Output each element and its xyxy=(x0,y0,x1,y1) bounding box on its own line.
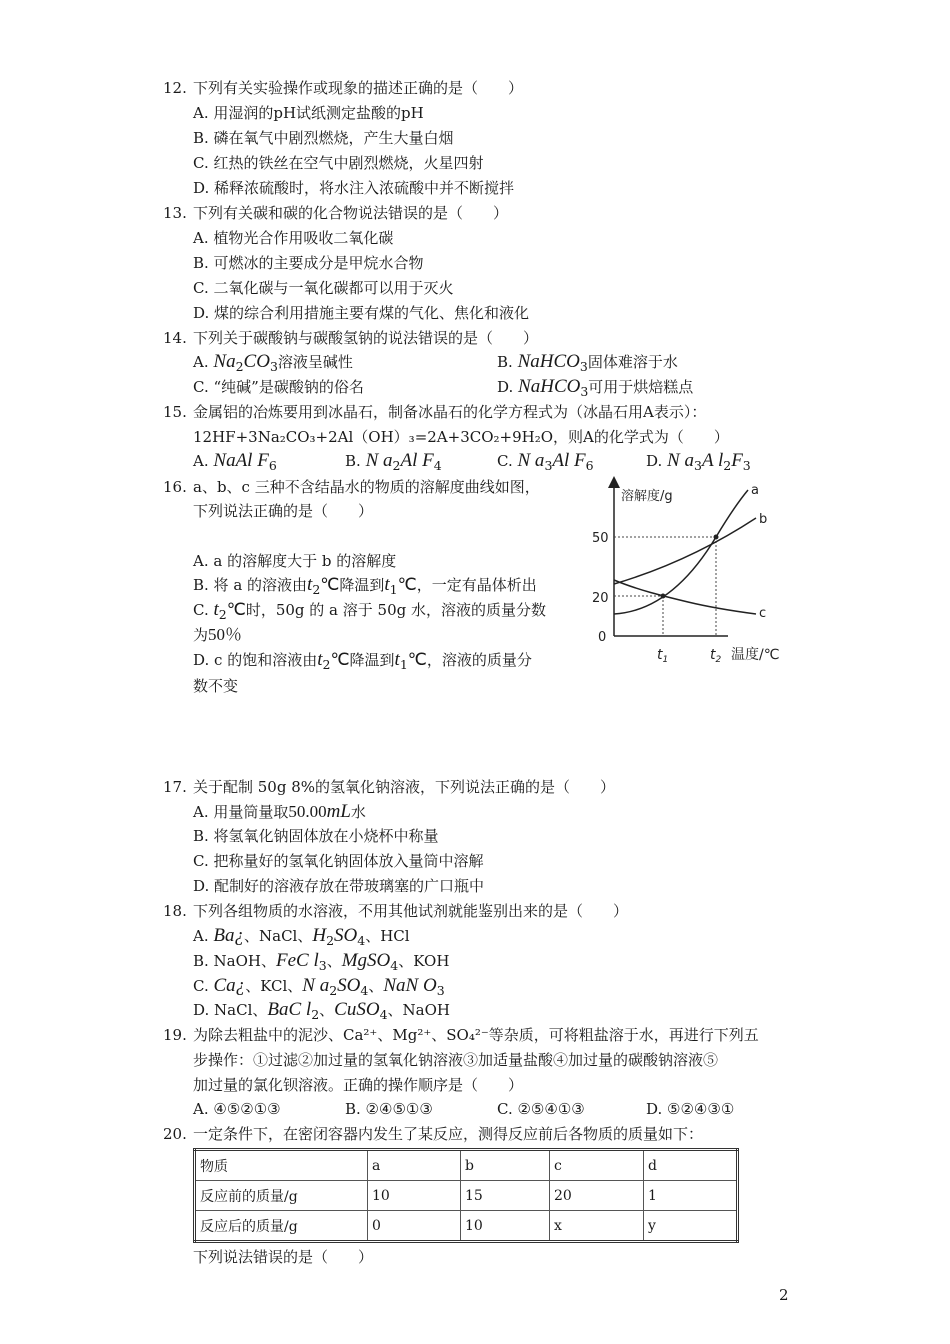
q14-option-c: C. “纯碱”是碳酸钠的俗名 xyxy=(193,378,364,396)
q14-stem: 下列关于碳酸钠与碳酸氢钠的说法错误的是（ ） xyxy=(193,329,539,347)
intersection-point-t2 xyxy=(714,535,719,540)
q15-option-c: C. N $a_3Al$ $F_6$ xyxy=(497,450,594,473)
table-cell: d xyxy=(644,1150,738,1181)
table-cell: 1 xyxy=(644,1181,738,1211)
mass-table xyxy=(193,1148,739,1243)
q13-option-a: A. 植物光合作用吸收二氧化碳 xyxy=(193,229,394,247)
q15-option-d: D. N $a_3A$ $l_2F_3$ xyxy=(646,450,751,473)
q18-option-c: C. Ca¿、KCl、N $a_2SO_4$、NaN $O_3$ xyxy=(193,975,445,998)
q16-option-b: B. 将 a 的溶液由$t_2℃$降温到$t_1℃$，一定有晶体析出 xyxy=(193,574,537,597)
curve-a-label: a xyxy=(751,483,759,498)
q18-option-d: D. NaCl、BaC $l_2$、CuSO$_4$、NaOH xyxy=(193,999,450,1022)
q19-option-d: D. ⑤②④③① xyxy=(646,1100,735,1118)
q12-stem: 下列有关实验操作或现象的描述正确的是（ ） xyxy=(193,79,524,97)
q13-number: 13. xyxy=(163,204,187,222)
q12-number: 12. xyxy=(163,79,187,97)
q15-number: 15. xyxy=(163,403,187,421)
q15-stem: 金属铝的冶炼要用到冰晶石，制备冰晶石的化学方程式为（冰晶石用A表示）： xyxy=(193,403,707,421)
q17-number: 17. xyxy=(163,778,187,796)
q14-option-a: A. $Na_2CO_3$溶液呈碱性 xyxy=(193,351,353,374)
table-cell: 反应前的质量/g xyxy=(195,1181,368,1211)
x-tick-t2: $t_2$ xyxy=(710,647,722,665)
q19-option-c: C. ②⑤④①③ xyxy=(497,1100,585,1118)
q12-option-c: C. 红热的铁丝在空气中剧烈燃烧，火星四射 xyxy=(193,154,484,172)
q16-option-c: C. $t_2℃$时，50g 的 a 溶于 50g 水，溶液的质量分数 xyxy=(193,599,546,622)
q16-number: 16. xyxy=(163,478,187,496)
solubility-curve-graph xyxy=(588,474,798,674)
q17-option-c: C. 把称量好的氢氧化钠固体放入量筒中溶解 xyxy=(193,852,484,870)
q16-option-d-line2: 数不变 xyxy=(193,677,239,695)
q12-option-b: B. 磷在氧气中剧烈燃烧，产生大量白烟 xyxy=(193,129,454,147)
x-tick-t1: $t_1$ xyxy=(657,647,669,665)
table-cell: 10 xyxy=(461,1211,550,1242)
y-tick-0: 0 xyxy=(598,630,607,645)
q16-option-c-line2: 为50％ xyxy=(193,625,243,644)
q19-option-a: A. ④⑤②①③ xyxy=(193,1100,281,1118)
q14-number: 14. xyxy=(163,329,187,347)
q16-stem-line2: 下列说法正确的是（ ） xyxy=(193,502,374,520)
x-axis-label: 温度/℃ xyxy=(731,647,780,663)
curve-c-label: c xyxy=(759,606,767,621)
q17-option-a: A. 用量筒量取50.00mL水 xyxy=(193,801,366,822)
q14-option-b: B. NaHCO$_3$固体难溶于水 xyxy=(497,351,678,374)
q19-stem-line1: 为除去粗盐中的泥沙、Ca²⁺、Mg²⁺、SO₄²⁻等杂质，可将粗盐溶于水，再进行下列五 xyxy=(193,1026,759,1044)
table-cell: c xyxy=(550,1150,644,1181)
curve-b xyxy=(614,518,756,584)
intersection-point-t1 xyxy=(661,594,666,599)
q19-stem-line2: 步操作：①过滤②加过量的氢氧化钠溶液③加适量盐酸④加过量的碳酸钠溶液⑤ xyxy=(193,1051,719,1069)
table-row xyxy=(195,1150,738,1181)
q18-stem: 下列各组物质的水溶液，不用其他试剂就能鉴别出来的是（ ） xyxy=(193,902,629,920)
curve-b-label: b xyxy=(759,512,768,527)
table-cell: y xyxy=(644,1211,738,1242)
q20-followup: 下列说法错误的是（ ） xyxy=(193,1248,374,1266)
q14-option-d: D. NaHCO$_3$可用于烘焙糕点 xyxy=(497,376,694,399)
q20-stem: 一定条件下，在密闭容器内发生了某反应，测得反应前后各物质的质量如下： xyxy=(193,1125,704,1143)
table-cell: x xyxy=(550,1211,644,1242)
q13-option-d: D. 煤的综合利用措施主要有煤的气化、焦化和液化 xyxy=(193,304,530,322)
table-cell: 20 xyxy=(550,1181,644,1211)
q20-number: 20. xyxy=(163,1125,187,1143)
table-cell: 物质 xyxy=(195,1150,368,1181)
table-row xyxy=(195,1181,738,1211)
q15-equation: 12HF+3Na₂CO₃+2Al（OH）₃=2A+3CO₂+9H₂O，则A的化学式为（ ） xyxy=(193,428,729,446)
table-cell: b xyxy=(461,1150,550,1181)
curve-c xyxy=(614,580,756,614)
q18-number: 18. xyxy=(163,902,187,920)
q17-option-d: D. 配制好的溶液存放在带玻璃塞的广口瓶中 xyxy=(193,877,485,895)
q15-option-b: B. N $a_2Al$ $F_4$ xyxy=(345,450,442,473)
q19-option-b: B. ②④⑤①③ xyxy=(345,1100,433,1118)
y-tick-20: 20 xyxy=(592,591,609,606)
q17-option-b: B. 将氢氧化钠固体放在小烧杯中称量 xyxy=(193,827,439,845)
q16-option-d: D. c 的饱和溶液由$t_2℃$降温到$t_1℃$，溶液的质量分 xyxy=(193,649,532,672)
q19-stem-line3: 加过量的氯化钡溶液。正确的操作顺序是（ ） xyxy=(193,1076,524,1094)
table-row xyxy=(195,1211,738,1242)
curve-a xyxy=(614,490,748,614)
table-cell: 反应后的质量/g xyxy=(195,1211,368,1242)
q16-stem-line1: a、b、c 三种不含结晶水的物质的溶解度曲线如图， xyxy=(193,478,540,496)
table-cell: a xyxy=(368,1150,461,1181)
q15-option-a: A. NaAl $F_6$ xyxy=(193,450,277,473)
table-cell: 10 xyxy=(368,1181,461,1211)
q19-number: 19. xyxy=(163,1026,187,1044)
y-axis-label: 溶解度/g xyxy=(621,489,673,504)
q13-option-b: B. 可燃冰的主要成分是甲烷水合物 xyxy=(193,254,424,272)
q17-stem: 关于配制 50g 8%的氢氧化钠溶液，下列说法正确的是（ ） xyxy=(193,778,616,796)
q12-option-d: D. 稀释浓硫酸时，将水注入浓硫酸中并不断搅拌 xyxy=(193,179,515,197)
table-cell: 0 xyxy=(368,1211,461,1242)
q16-option-a: A. a 的溶解度大于 b 的溶解度 xyxy=(193,552,397,570)
q18-option-b: B. NaOH、FeC $l_3$、MgSO$_4$、KOH xyxy=(193,950,450,973)
q18-option-a: A. Ba¿、NaCl、$H_2SO_4$、HCl xyxy=(193,925,410,948)
page-number: 2 xyxy=(779,1286,789,1304)
q13-stem: 下列有关碳和碳的化合物说法错误的是（ ） xyxy=(193,204,509,222)
q12-option-a: A. 用湿润的pH试纸测定盐酸的pH xyxy=(193,104,424,122)
q13-option-c: C. 二氧化碳与一氧化碳都可以用于灭火 xyxy=(193,279,454,297)
table-cell: 15 xyxy=(461,1181,550,1211)
y-tick-50: 50 xyxy=(592,531,609,546)
